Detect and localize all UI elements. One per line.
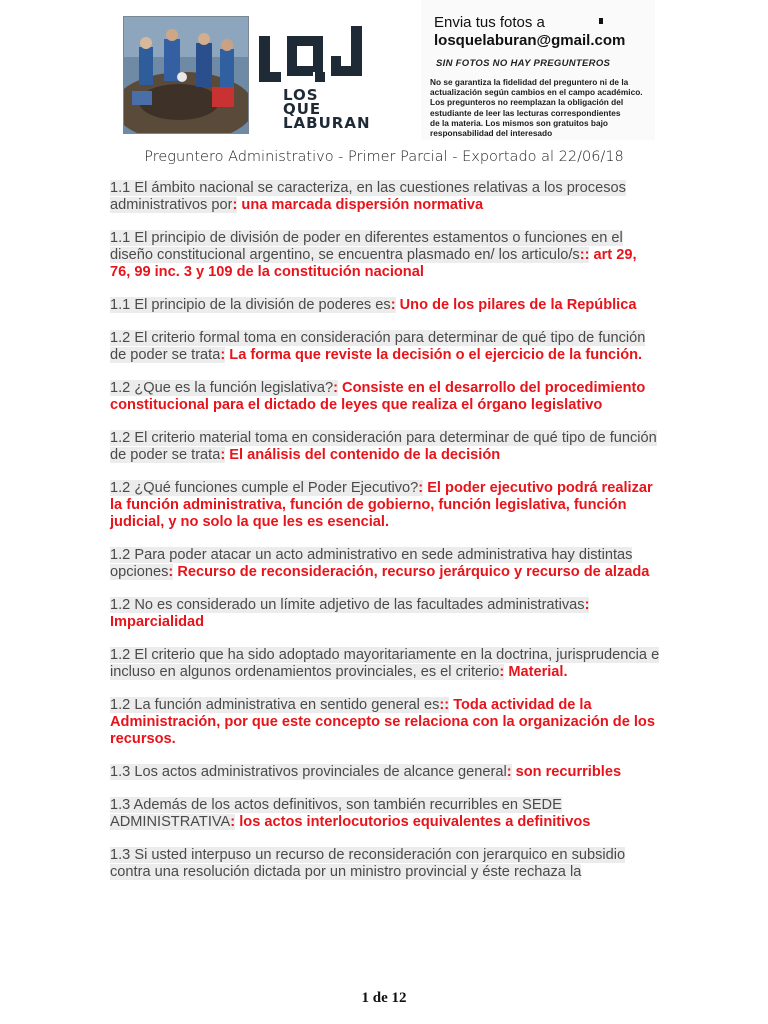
answer-text: Consiste en el desarrollo del procedimiento constitucional para el dictado de leyes que realiza el órgano legislativo — [110, 380, 646, 413]
answer-text: La forma que reviste la decisión o el ejercicio de la función. — [229, 347, 643, 363]
question-text: 1.2 No es considerado un límite adjetivo de las facultades administrativas — [110, 597, 585, 613]
question-text: 1.2 El criterio formal toma en consideración para determinar de qué tipo de función de poder se trata — [110, 330, 646, 363]
question-item — [110, 547, 660, 581]
answer-text: una marcada dispersión normativa — [241, 197, 484, 213]
question-item — [110, 647, 660, 681]
send-photos-text: Envia tus fotos a — [434, 14, 545, 31]
answer-text: Imparcialidad — [110, 614, 205, 630]
question-text: 1.1 El principio de la división de poderes es — [110, 297, 391, 313]
answer-text: art 29, 76, 99 inc. 3 y 109 de la constitución nacional — [110, 247, 637, 280]
document-title: Preguntero Administrativo - Primer Parcial - Exportado al 22/06/18 — [144, 149, 624, 165]
disclaimer-line: No se garantiza la fidelidad del preguntero ni de la — [430, 77, 629, 87]
slogan-text: SIN FOTOS NO HAY PREGUNTEROS — [436, 58, 611, 69]
answer-text: El análisis del contenido de la decisión — [229, 447, 501, 463]
disclaimer-line: responsabilidad del interesado — [430, 128, 553, 139]
question-item — [110, 230, 660, 281]
logo-word-3: LABURAN — [283, 114, 371, 132]
question-item — [110, 797, 660, 831]
answer-text: los actos interlocutorios equivalentes a definitivos — [239, 814, 591, 830]
answer-separator: : — [168, 564, 174, 580]
question-text: 1.2 El criterio que ha sido adoptado mayoritariamente en la doctrina, jurisprudencia e incluso en algunos ordenamientos provinciales, es el criterio — [110, 647, 660, 680]
answer-separator: : — [499, 664, 505, 680]
answer-separator: :: — [579, 247, 590, 263]
page-number: 1 de 12 — [361, 990, 407, 1006]
question-text: 1.2 El criterio material toma en consideración para determinar de qué tipo de función de poder se trata — [110, 430, 657, 463]
page-header — [0, 0, 768, 140]
disclaimer-line: actualización según cambios en el campo académico. — [430, 87, 643, 98]
question-text: 1.2 La función administrativa en sentido general es — [110, 697, 440, 713]
answer-text: Uno de los pilares de la República — [399, 297, 637, 313]
answer-separator: : — [230, 814, 236, 830]
question-item — [110, 380, 660, 414]
disclaimer-line: de la materia. Los mismos son gratuitos bajo — [430, 117, 608, 128]
question-item — [110, 847, 660, 881]
question-item — [110, 430, 660, 464]
question-item — [110, 297, 660, 314]
disclaimer-line: estudiante de leer las lecturas correspondientes — [430, 107, 621, 118]
logo-word-1: LOS — [283, 86, 319, 104]
question-text: 1.2 ¿Qué funciones cumple el Poder Ejecutivo? — [110, 480, 419, 496]
question-text: 1.3 Si usted interpuso un recurso de reconsideración con jerarquico en subsidio contra una resolución dictada por un ministro provincial y éste rechaza la — [110, 847, 626, 880]
email-address[interactable]: losquelaburan@gmail.com — [434, 32, 626, 49]
workers-photo-image — [124, 17, 248, 133]
answer-text: Material. — [508, 664, 568, 680]
question-text: 1.3 Además de los actos definitivos, son también recurribles en SEDE ADMINISTRATIVA — [110, 797, 562, 830]
lqj-logo-icon — [255, 26, 375, 86]
disclaimer-text — [430, 77, 652, 138]
question-item — [110, 597, 660, 631]
question-text: 1.2 Para poder atacar un acto administrativo en sede administrativa hay distintas opciones — [110, 547, 633, 580]
question-text: 1.2 ¿Que es la función legislativa? — [110, 380, 334, 396]
question-text: 1.3 Los actos administrativos provinciales de alcance general — [110, 764, 507, 780]
question-item — [110, 764, 660, 781]
question-item — [110, 330, 660, 364]
question-text: 1.1 El principio de división de poder en diferentes estamentos o funciones en el diseño constitucional argentino, se encuentra plasmado en/ los articulo/s — [110, 230, 623, 263]
question-text: 1.1 El ámbito nacional se caracteriza, en las cuestiones relativas a los procesos administrativos por — [110, 180, 626, 213]
answer-text: Recurso de reconsideración, recurso jerárquico y recurso de alzada — [177, 564, 650, 580]
answer-text: son recurribles — [515, 764, 622, 780]
answer-separator: : — [390, 297, 396, 313]
answer-separator: : — [506, 764, 512, 780]
answer-separator: : — [584, 597, 590, 613]
answer-text: Toda actividad de la Administración, por que este concepto se relaciona con la organización de los recursos. — [110, 697, 655, 747]
logo-word-2: QUE — [283, 100, 322, 118]
answer-separator: :: — [439, 697, 450, 713]
answer-text: El poder ejecutivo podrá realizar la función administrativa, función de gobierno, función legislativa, función judicial, y no solo la que les es esencial. — [110, 480, 653, 530]
question-list — [110, 180, 660, 897]
disclaimer-line: Los pregunteros no reemplazan la obligación del — [430, 97, 624, 108]
question-item — [110, 697, 660, 748]
answer-separator: : — [418, 480, 424, 496]
bullet-mark — [599, 18, 603, 24]
answer-separator: : — [232, 197, 238, 213]
question-item — [110, 480, 660, 531]
answer-separator: : — [220, 447, 226, 463]
answer-separator: : — [220, 347, 226, 363]
answer-separator: : — [333, 380, 338, 396]
question-item — [110, 180, 660, 214]
workers-photo — [123, 16, 249, 134]
